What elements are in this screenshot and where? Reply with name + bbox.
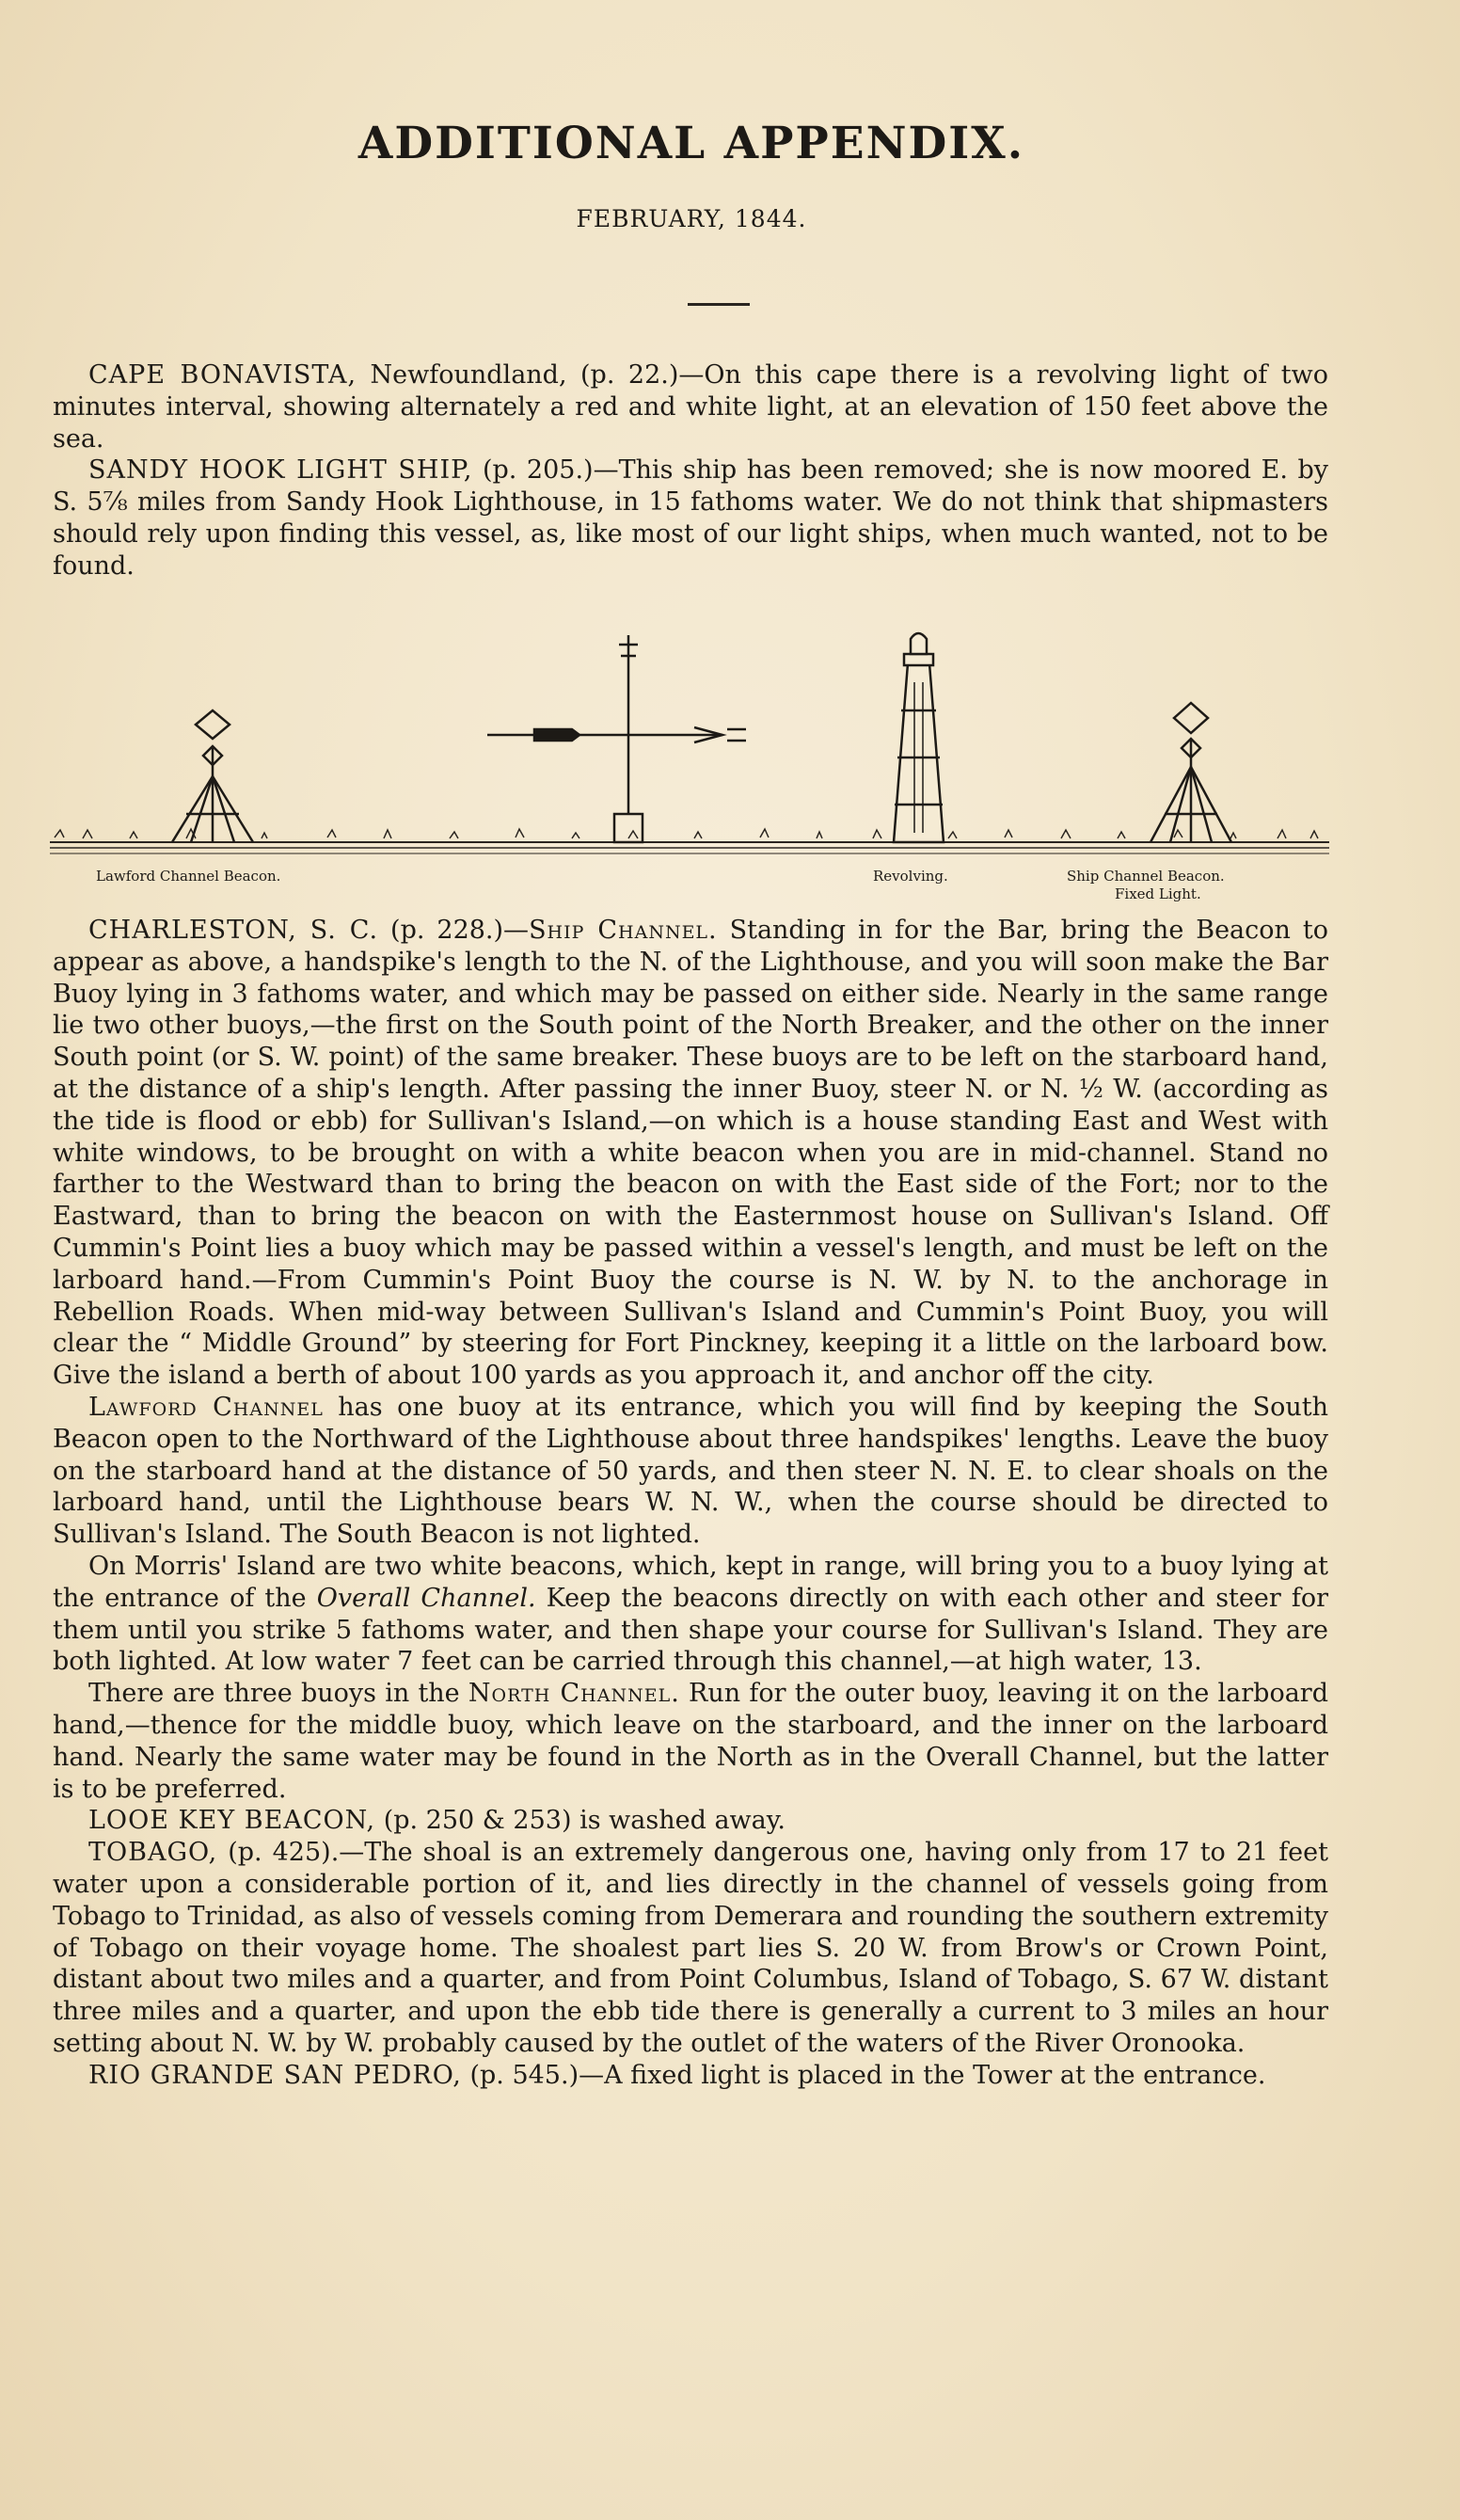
text-charleston: Standing in for the Bar, bring the Beacon to appear as above, a handspike's length to the N. of the Lighthouse, and you will soon make the Bar Buoy lying in 3 fathoms water, and which may be passed on either side. Nearly in the same range lie two other buoys,—the first on the South point of the North Breaker, and the other on the inner South point (or S. W. point) of the same breaker. These buoys are to be left on the starboard hand, at the distance of a ship's length. After passing the inner Buoy, steer N. or N. ½ W. (according as the tide is flood or ebb) for Sullivan's Island,—on which is a house standing East and West with white windows, to be brought on with a white beacon when you are in mid-channel. Stand no farther to the Westward than to bring the beacon on with the East side of the Fort; nor to the Eastward, than to bring the beacon on with the Easternmost house on Sullivan's Island. Off Cummin's Point lies a buoy which may be passed within a vessel's length, and must be left on the larboard hand.—From Cummin's Point Buoy the course is N. W. by N. to the anchorage in Rebellion Roads. When mid-way between Sullivan's Island and Cummin's Point Buoy, you will clear the “ Middle Ground” by steering for Fort Pinckney, keeping it a little on the larboard bow. Give the island a berth of about 100 yards as you approach it, and anchor off the city. [53,916,1328,1391]
lighthouse [894,633,944,842]
heading-charleston: CHARLESTON, S. C. [88,916,379,945]
heading-looe-key: LOOE KEY BEACON, [88,1806,376,1836]
ref-charleston: (p. 228.)— [390,916,530,945]
paragraph-morris-island [53,1551,1328,1678]
text-lawford-channel: has one buoy at its entrance, which you will find by keeping the South Beacon open to the Northward of the Lighthouse about three handspikes' lengths. Leave the buoy on the starboard hand at the distance of 50 yards, and then steer N. N. E. to clear shoals on the larboard hand, until the Lighthouse bears W. N. W., when the course should be directed to Sullivan's Island. The South Beacon is not lighted. [53,1392,1329,1550]
main-notices [53,915,1328,2091]
text-tobago: (p. 425).—The shoal is an extremely dangerous one, having only from 17 to 21 feet water upon a considerable portion of it, and lies directly in the channel of vessels going from Tobago to Trinidad, as also of vessels coming from Demerara and rounding the southern extremity of Tobago on their voyage home. The shoalest part lies S. 20 W. from Brow's or Crown Point, distant about two miles and a quarter, and from Point Columbus, Island of Tobago, S. 67 W. distant three miles and a quarter, and upon the ebb tide there is generally a current to 3 miles an hour setting about N. W. by W. probably caused by the outlet of the waters of the River Oronooka. [53,1838,1328,2058]
text-morris-a: On Morris' Island are two white beacons, which, kept in range, will bring you to a buoy lying at the entrance of the [53,1551,1328,1613]
text-north-a: There are three buoys in the [88,1679,460,1709]
overall-channel-label: Overall Channel. [316,1583,536,1613]
paragraph-sandy-hook [53,455,1328,582]
paragraph-lawford-channel [53,1392,1328,1551]
page-date: FEBRUARY, 1844. [576,205,807,232]
text-north-b: Run for the outer buoy, leaving it on the larboard hand,—thence for the middle buoy, which leave on the starboard, and the inner on the larboard hand. Nearly the same water may be found in the North as in the Overall Channel, but the latter is to be preferred. [53,1679,1328,1804]
page-title: ADDITIONAL APPENDIX. [357,118,1025,169]
heading-rio-grande: RIO GRANDE SAN PEDRO, [88,2060,462,2090]
north-channel-label: North Channel. [468,1679,680,1709]
text-looe-key: (p. 250 & 253) is washed away. [383,1806,786,1836]
top-notices [53,359,1328,582]
vane-beacon [487,635,746,842]
paragraph-north-channel [53,1678,1328,1805]
divider [688,303,750,306]
heading-sandy-hook: SANDY HOOK LIGHT SHIP, [88,455,473,486]
lawford-channel-label: Lawford Channel [88,1392,324,1422]
text-morris-b: Keep the beacons directly on with each other and steer for them until you strike 5 fathoms water, and then shape your course for Sullivan's Island. They are both lighted. At low water 7 feet can be carried through this channel,—at high water, 13. [53,1583,1328,1677]
text-sandy-hook: (p. 205.)—This ship has been removed; she is now moored E. by S. 5⅞ miles from Sandy Hook Lighthouse, in 15 fathoms water. We do not think that shipmasters should rely upon finding this vessel, as, like most of our light ships, when much wanted, not to be found. [53,455,1328,581]
paragraph-tobago [53,1837,1328,2060]
caption-ship-channel-beacon: Ship Channel Beacon. [1067,868,1225,885]
paragraph-cape-bonavista [53,359,1328,455]
marsh-ground [50,829,1329,853]
caption-revolving: Revolving. [873,868,948,885]
paragraph-rio-grande [53,2060,1328,2092]
paragraph-looe-key [53,1805,1328,1837]
heading-cape-bonavista: CAPE BONAVISTA, [88,360,357,390]
heading-tobago: TOBAGO, [88,1838,218,1868]
text-rio-grande: (p. 545.)—A fixed light is placed in the Tower at the entrance. [469,2060,1266,2090]
paragraph-charleston [53,915,1328,1392]
ship-channel-beacon [1151,703,1231,842]
beacons-illustration [45,626,1334,917]
ship-channel-label: Ship Channel. [529,916,718,945]
caption-fixed-light: Fixed Light. [1115,885,1201,902]
text-cape-bonavista: Newfoundland, (p. 22.)—On this cape there is a revolving light of two minutes interval, showing alternately a red and white light, at an elevation of 150 feet above the sea. [53,360,1328,454]
lawford-channel-beacon [172,710,253,842]
caption-lawford-channel-beacon: Lawford Channel Beacon. [96,868,281,885]
